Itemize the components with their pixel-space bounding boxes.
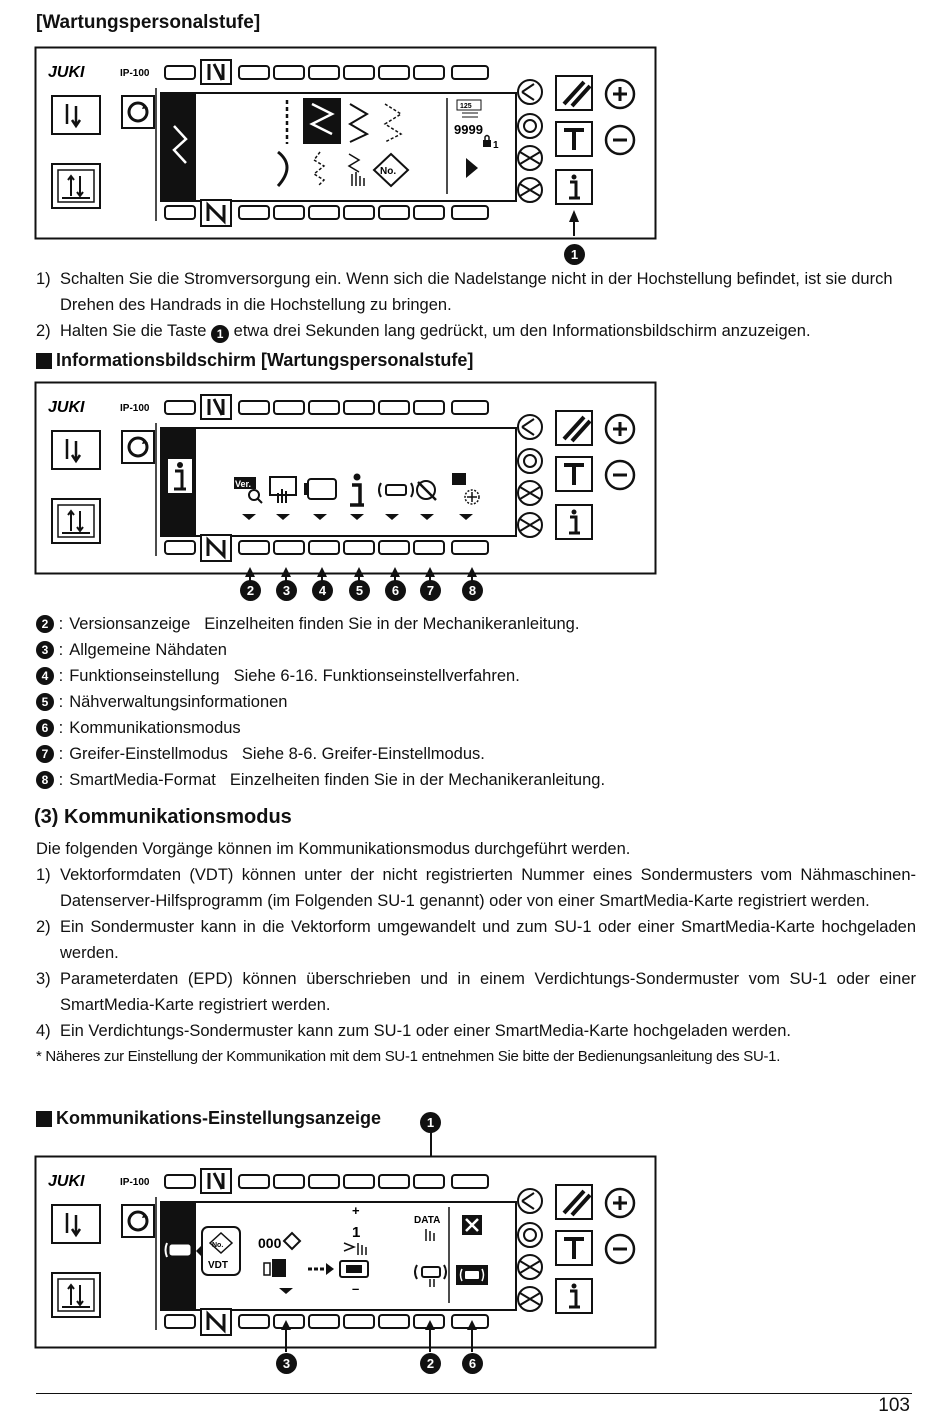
section-comm-heading: (3) Kommunikationsmodus xyxy=(34,806,292,828)
menu-key-icon[interactable] xyxy=(201,60,231,84)
top-key-4[interactable] xyxy=(309,1175,339,1188)
callout-arrow-1 xyxy=(560,206,590,246)
top-key-7[interactable] xyxy=(414,401,444,414)
bottom-key-5[interactable] xyxy=(344,206,374,219)
square-bullet-icon xyxy=(36,1111,52,1127)
info-button[interactable] xyxy=(556,170,592,204)
bottom-key-4[interactable] xyxy=(309,541,339,554)
top-key-6[interactable] xyxy=(379,66,409,79)
t-button[interactable] xyxy=(556,1231,592,1265)
comm-item-4: 4) Ein Verdichtungs-Sondermuster kann zum SU-1 oder einer SmartMedia-Karte hochgeladen werden. xyxy=(36,1022,791,1040)
top-key-4[interactable] xyxy=(309,401,339,414)
thread-clamp-icon[interactable] xyxy=(518,415,542,439)
top-key-2[interactable] xyxy=(239,66,269,79)
panel-2-info-screen xyxy=(34,381,658,577)
model-label: IP-100 xyxy=(120,1177,150,1188)
bottom-key-1[interactable] xyxy=(165,541,195,554)
top-key-4[interactable] xyxy=(309,66,339,79)
menu-key-icon[interactable] xyxy=(201,395,231,419)
top-key-5[interactable] xyxy=(344,401,374,414)
legend-item: 6 : Kommunikationsmodus xyxy=(36,715,605,741)
top-key-8[interactable] xyxy=(452,401,488,414)
panel-3-callout-arrows xyxy=(270,1314,490,1358)
plus-button[interactable] xyxy=(606,415,634,443)
inline-callout-1: 1 xyxy=(211,325,229,343)
bottom-key-3[interactable] xyxy=(274,541,304,554)
pattern-number-field[interactable] xyxy=(258,1233,300,1251)
bottom-key-1[interactable] xyxy=(165,1315,195,1328)
top-key-1[interactable] xyxy=(165,66,195,79)
top-key-8[interactable] xyxy=(452,1175,488,1188)
ready-key-icon[interactable] xyxy=(201,535,231,561)
minus-button[interactable] xyxy=(606,1235,634,1263)
comm-item-3: 3) Parameterdaten (EPD) können überschrieben und in einem Verdichtungs-Sondermuster vom SU-1 oder einer SmartMedia-Karte registriert werden. xyxy=(36,970,916,1014)
instruction-2: 2) Halten Sie die Taste 1 etwa drei Sekunden lang gedrückt, um den Informationsbildschirm anzuzeigen. xyxy=(36,322,811,341)
info-button[interactable] xyxy=(556,1279,592,1313)
bottom-key-7[interactable] xyxy=(414,541,444,554)
legend-item: 8 : SmartMedia-Format Einzelheiten finden Sie in der Mechanikeranleitung. xyxy=(36,767,605,793)
top-key-6[interactable] xyxy=(379,401,409,414)
bottom-key-8[interactable] xyxy=(452,541,488,554)
minus-button[interactable] xyxy=(606,126,634,154)
callout-6: 6 xyxy=(385,580,406,601)
svg-text:Ver.: Ver. xyxy=(235,479,252,489)
svg-text:No.: No. xyxy=(212,1242,224,1249)
callout-7: 7 xyxy=(420,580,441,601)
bottom-key-2[interactable] xyxy=(239,1315,269,1328)
callout-5: 5 xyxy=(349,580,370,601)
top-key-5[interactable] xyxy=(344,1175,374,1188)
top-key-3[interactable] xyxy=(274,66,304,79)
cancel-icon[interactable] xyxy=(462,1215,482,1235)
reset-icon[interactable] xyxy=(122,1205,154,1237)
callout-1: 1 xyxy=(564,244,585,265)
svg-text:VDT: VDT xyxy=(208,1260,228,1271)
instructions xyxy=(36,266,916,344)
plus-button[interactable] xyxy=(606,1189,634,1217)
instruction-1: 1) Schalten Sie die Stromversorgung ein. Wenn sich die Nadelstange nicht in der Hochstellung befindet, ist sie durch Drehen des Handrads in die Hochstellung zu bringen. xyxy=(36,270,893,314)
top-key-1[interactable] xyxy=(165,1175,195,1188)
square-bullet-icon xyxy=(36,353,52,369)
comm-item-1: 1) Vektorformdaten (VDT) können unter der nicht registrierten Nummer eines Sondermusters vom Nähmaschinen-Datenserver-Hilfsprogramm (im Folgenden SU-1 genannt) oder von einer SmartMedia-Karte registriert werden. xyxy=(36,866,916,910)
origin-return-button[interactable] xyxy=(52,164,100,208)
presser-button[interactable] xyxy=(52,431,100,469)
lock-number: 1 xyxy=(493,140,499,151)
info-button[interactable] xyxy=(556,505,592,539)
comm-note: * Näheres zur Einstellung der Kommunikation mit dem SU-1 entnehmen Sie bitte der Bedienungsanleitung des SU-1. xyxy=(36,1048,781,1065)
lock-icon xyxy=(483,140,491,147)
bottom-key-3[interactable] xyxy=(274,206,304,219)
bottom-key-1[interactable] xyxy=(165,206,195,219)
callout-6-comm: 6 xyxy=(462,1353,483,1374)
footer-rule xyxy=(36,1393,912,1394)
callout-2: 2 xyxy=(240,580,261,601)
winder-icon[interactable] xyxy=(518,449,542,473)
model-label: IP-100 xyxy=(120,403,150,414)
bottom-key-5[interactable] xyxy=(344,541,374,554)
slash-button[interactable] xyxy=(556,1185,592,1219)
brand-logo: JUKI xyxy=(48,1173,85,1190)
function-setting-icon[interactable] xyxy=(304,479,336,499)
thread-clamp-icon[interactable] xyxy=(518,80,542,104)
top-key-2[interactable] xyxy=(239,1175,269,1188)
page-section-title: [Wartungspersonalstufe] xyxy=(36,12,261,33)
comm-item-2: 2) Ein Sondermuster kann in die Vektorform umgewandelt und zum SU-1 oder einer SmartMedia-Karte hochgeladen werden. xyxy=(36,918,916,962)
ready-key-icon[interactable] xyxy=(201,200,231,226)
ready-key-icon[interactable] xyxy=(201,1309,231,1335)
legend-item: 5 : Nähverwaltungsinformationen xyxy=(36,689,605,715)
top-key-3[interactable] xyxy=(274,401,304,414)
t-button[interactable] xyxy=(556,457,592,491)
winder-icon[interactable] xyxy=(518,1223,542,1247)
model-label: IP-100 xyxy=(120,68,150,79)
callout-3-comm: 3 xyxy=(276,1353,297,1374)
thread-clamp-icon[interactable] xyxy=(518,1189,542,1213)
value-minus-label[interactable]: – xyxy=(352,1281,360,1296)
top-key-6[interactable] xyxy=(379,1175,409,1188)
brand-logo: JUKI xyxy=(48,399,85,416)
section-comm-body: Die folgenden Vorgänge können im Kommunikationsmodus durchgeführt werden. 1) Vektorformdaten (VDT) können unter der nicht registrierten Nummer eines Sondermusters vom Nähmaschinen-Datenserver-Hilfsprogramm (im Folgenden SU-1 genannt) oder von einer SmartMedia-Karte registriert werden. 2) Ein Sondermuster kann in die Vektorform umgewandelt und zum SU-1 oder einer SmartMedia-Karte hochgeladen werden. 3) Parameterdaten (EPD) können überschrieben und in einem Verdichtungs-Sondermuster vom SU-1 oder einer SmartMedia-Karte registriert werden. 4) Ein Verdichtungs-Sondermuster kann zum SU-1 oder einer SmartMedia-Karte hochgeladen werden. * Näheres zur Einstellung der Kommunikation mit dem SU-1 entnehmen Sie bitte der Bedienungsanleitung des SU-1. xyxy=(36,836,916,1070)
callout-2-comm: 2 xyxy=(420,1353,441,1374)
section-comm-settings-title: Kommunikations-Einstellungsanzeige xyxy=(36,1108,381,1129)
legend-item: 2 : Versionsanzeige Einzelheiten finden Sie in der Mechanikeranleitung. xyxy=(36,611,605,637)
presser-button[interactable] xyxy=(52,96,100,134)
reset-icon[interactable] xyxy=(122,431,154,463)
section-info-title: Informationsbildschirm [Wartungspersonalstufe] xyxy=(36,350,473,371)
reset-icon[interactable] xyxy=(122,96,154,128)
brand-logo: JUKI xyxy=(48,64,85,81)
bottom-key-4[interactable] xyxy=(309,206,339,219)
callout-8: 8 xyxy=(462,580,483,601)
legend-item: 3 : Allgemeine Nähdaten xyxy=(36,637,605,663)
svg-text:DATA: DATA xyxy=(414,1215,441,1226)
counter-small-label: 125 xyxy=(460,103,472,110)
communication-execute-icon[interactable] xyxy=(456,1265,488,1285)
top-key-7[interactable] xyxy=(414,66,444,79)
stitch-counter: 9999 xyxy=(454,122,483,137)
top-key-2[interactable] xyxy=(239,401,269,414)
bottom-key-6[interactable] xyxy=(379,206,409,219)
slash-button[interactable] xyxy=(556,411,592,445)
top-key-3[interactable] xyxy=(274,1175,304,1188)
bottom-key-6[interactable] xyxy=(379,541,409,554)
bottom-key-2[interactable] xyxy=(239,206,269,219)
presser-button[interactable] xyxy=(52,1205,100,1243)
origin-return-button[interactable] xyxy=(52,499,100,543)
plus-button[interactable] xyxy=(606,80,634,108)
callout-1-comm: 1 xyxy=(420,1112,441,1133)
callout-4: 4 xyxy=(312,580,333,601)
t-button[interactable] xyxy=(556,122,592,156)
origin-return-button[interactable] xyxy=(52,1273,100,1317)
top-key-5[interactable] xyxy=(344,66,374,79)
svg-text:No.: No. xyxy=(380,166,397,177)
page-number: 103 xyxy=(878,1395,910,1416)
slash-button[interactable] xyxy=(556,76,592,110)
bottom-key-8[interactable] xyxy=(452,206,488,219)
vdt-data-icon[interactable] xyxy=(196,1227,240,1275)
top-key-7[interactable] xyxy=(414,1175,444,1188)
top-key-1[interactable] xyxy=(165,401,195,414)
top-key-8[interactable] xyxy=(452,66,488,79)
value-number: 1 xyxy=(352,1224,361,1241)
minus-button[interactable] xyxy=(606,461,634,489)
bottom-key-2[interactable] xyxy=(239,541,269,554)
svg-text:000: 000 xyxy=(258,1235,282,1251)
selected-zigzag-icon xyxy=(303,98,341,144)
winder-icon[interactable] xyxy=(518,114,542,138)
menu-key-icon[interactable] xyxy=(201,1169,231,1193)
legend-item: 7 : Greifer-Einstellmodus Siehe 8-6. Greifer-Einstellmodus. xyxy=(36,741,605,767)
legend-list xyxy=(36,611,605,793)
bottom-key-7[interactable] xyxy=(414,206,444,219)
callout-3: 3 xyxy=(276,580,297,601)
legend-item: 4 : Funktionseinstellung Siehe 6-16. Funktionseinstellverfahren. xyxy=(36,663,605,689)
value-plus-label[interactable]: + xyxy=(352,1203,360,1218)
